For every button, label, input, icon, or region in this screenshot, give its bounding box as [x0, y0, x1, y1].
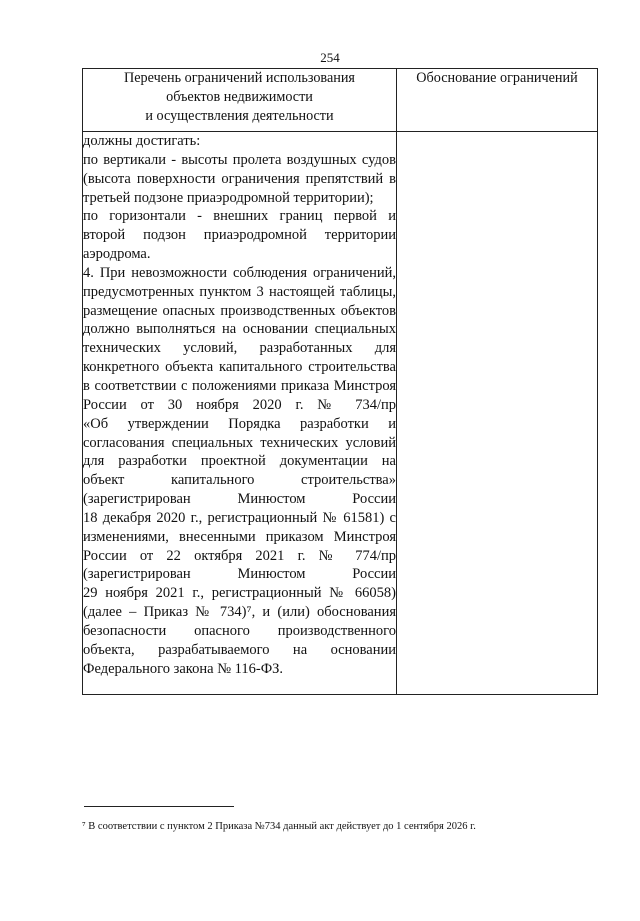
- text-line: конкретного объекта капитального строительства: [83, 359, 396, 376]
- text-line: объект капитального строительства»: [83, 472, 396, 489]
- text-line: (далее – Приказ № 734)⁷, и (или) обоснования: [83, 604, 396, 621]
- text-line: технических условий, разработанных для: [83, 340, 396, 357]
- text-line: по вертикали - высоты пролета воздушных судов: [83, 151, 396, 168]
- text-line: 29 ноября 2021 г., регистрационный № 66058): [83, 585, 396, 602]
- header-line: Перечень ограничений использования: [124, 70, 355, 86]
- text-line: аэродрома.: [83, 246, 151, 263]
- text-line: для разработки проектной документации на: [83, 453, 396, 470]
- text-line: должно выполняться на основании специальных: [83, 321, 396, 338]
- header-line: и осуществления деятельности: [145, 108, 334, 124]
- header-restrictions-list: [83, 69, 397, 132]
- page-number: 254: [320, 50, 340, 65]
- footnote: ⁷ В соответствии с пунктом 2 Приказа №734 данный акт действует до 1 сентября 2026 г.: [82, 821, 476, 832]
- text-line: (зарегистрирован Минюстом России: [83, 566, 396, 583]
- text-line: Федерального закона № 116-ФЗ.: [83, 660, 284, 677]
- text-line: безопасности опасного производственного: [83, 622, 396, 639]
- text-line: объекта, разрабатываемого на основании: [83, 641, 396, 658]
- text-line: России от 30 ноября 2020 г. № 734/пр: [83, 396, 396, 413]
- justification-cell: [397, 132, 598, 695]
- restrictions-text-cell: [83, 132, 397, 695]
- text-line: изменениями, внесенными приказом Минстроя: [83, 528, 396, 545]
- header-justification: Обоснование ограничений: [397, 69, 598, 132]
- table-body-row: [83, 132, 598, 695]
- text-line: 4. При невозможности соблюдения ограничений,: [83, 264, 396, 281]
- text-line: «Об утверждении Порядка разработки и: [83, 415, 396, 432]
- text-line: (высота поверхности ограничения препятствий в: [83, 170, 396, 187]
- text-line: размещение опасных производственных объектов: [83, 302, 396, 319]
- restrictions-table: [82, 68, 598, 695]
- text-line: предусмотренных пунктом 3 настоящей таблицы,: [83, 283, 396, 300]
- text-line: 18 декабря 2020 г., регистрационный № 61581) с: [83, 509, 396, 526]
- text-line: согласования специальных технических условий: [83, 434, 396, 451]
- text-line: по горизонтали - внешних границ первой и: [83, 208, 396, 225]
- table-header-row: [83, 69, 598, 132]
- header-line: объектов недвижимости: [166, 89, 313, 105]
- text-line: второй подзон приаэродромной территории: [83, 227, 396, 244]
- text-line: (зарегистрирован Минюстом России: [83, 491, 396, 508]
- text-line: должны достигать:: [83, 133, 201, 149]
- footnote-divider: [84, 806, 234, 807]
- text-line: России от 22 октября 2021 г. № 774/пр: [83, 547, 396, 564]
- text-line: в соответствии с положениями приказа Минстроя: [83, 377, 396, 394]
- text-line: третьей подзоне приаэродромной территории);: [83, 189, 374, 206]
